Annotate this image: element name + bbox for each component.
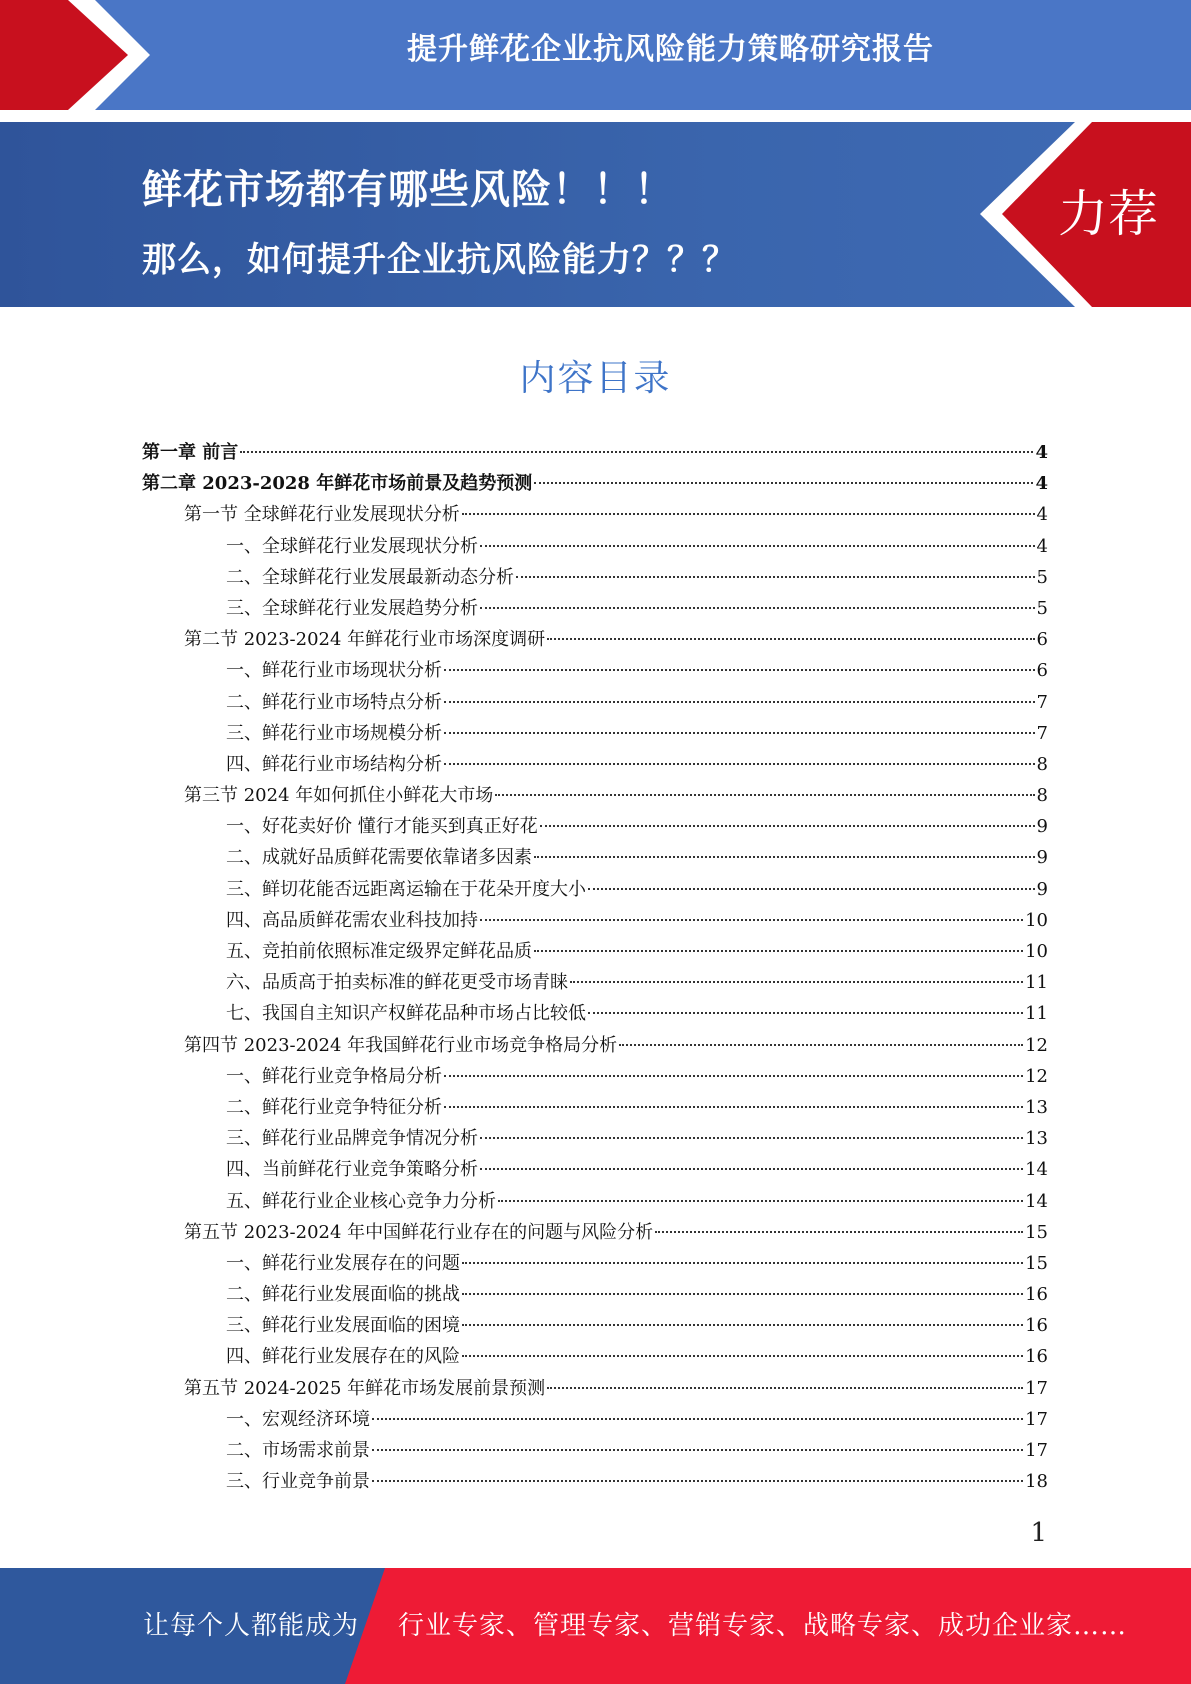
- toc-entry-page: 10: [1025, 941, 1048, 962]
- toc-entry[interactable]: [142, 1435, 1048, 1466]
- toc-entry-page: 6: [1036, 660, 1048, 682]
- toc-leader-dots: [372, 1480, 1023, 1482]
- toc-entry-label: 一、鲜花行业市场现状分析: [226, 660, 442, 682]
- toc-entry[interactable]: [142, 1248, 1048, 1279]
- toc-entry[interactable]: [142, 1466, 1048, 1497]
- toc-entry[interactable]: [142, 655, 1048, 686]
- toc-entry-label: 第二节 2023-2024 年鲜花行业市场深度调研: [184, 629, 546, 651]
- toc-leader-dots: [540, 825, 1035, 827]
- toc-entry-page: 17: [1025, 1408, 1048, 1430]
- top-banner: [0, 0, 1191, 110]
- toc-entry-label: 第一节 全球鲜花行业发展现状分析: [184, 504, 460, 526]
- toc-entry-label: 二、成就好品质鲜花需要依靠诸多因素: [226, 847, 532, 869]
- toc-entry-page: 5: [1036, 597, 1048, 619]
- toc-entry-label: 七、我国自主知识产权鲜花品种市场占比较低: [226, 1003, 586, 1025]
- toc-entry[interactable]: [142, 1030, 1048, 1061]
- toc-entry-page: 17: [1025, 1440, 1048, 1461]
- toc-entry-label: 三、鲜花行业品牌竞争情况分析: [226, 1128, 478, 1150]
- toc-entry-page: 16: [1025, 1315, 1048, 1337]
- toc-entry-page: 4: [1035, 442, 1048, 463]
- toc-entry[interactable]: [142, 562, 1048, 593]
- toc-entry-label: 第五节 2023-2024 年中国鲜花行业存在的问题与风险分析: [184, 1221, 654, 1243]
- toc-entry-label: 二、市场需求前景: [226, 1440, 370, 1461]
- toc-leader-dots: [480, 919, 1023, 921]
- toc-leader-dots: [444, 701, 1035, 703]
- toc-leader-dots: [547, 638, 1034, 640]
- toc-entry[interactable]: [142, 593, 1048, 624]
- toc-entry-page: 16: [1025, 1346, 1048, 1368]
- toc-leader-dots: [516, 576, 1035, 578]
- toc-entry-label: 五、竞拍前依照标准定级界定鲜花品质: [226, 941, 532, 962]
- toc-leader-dots: [534, 482, 1033, 484]
- report-title: 提升鲜花企业抗风险能力策略研究报告: [407, 32, 934, 67]
- toc-leader-dots: [588, 888, 1035, 890]
- toc-entry[interactable]: [142, 1279, 1048, 1310]
- toc-leader-dots: [547, 1387, 1023, 1389]
- toc-entry-page: 8: [1036, 785, 1048, 807]
- toc-leader-dots: [372, 1449, 1023, 1451]
- toc-leader-dots: [444, 669, 1035, 671]
- toc-entry[interactable]: [142, 468, 1048, 499]
- toc-leader-dots: [570, 981, 1023, 983]
- toc-entry-label: 第一章 前言: [142, 442, 239, 463]
- toc-entry-label: 三、行业竞争前景: [226, 1471, 370, 1493]
- toc-entry-label: 第五节 2024-2025 年鲜花市场发展前景预测: [184, 1377, 546, 1399]
- toc-entry-label: 二、鲜花行业发展面临的挑战: [226, 1284, 460, 1306]
- toc-leader-dots: [480, 1137, 1023, 1139]
- toc-leader-dots: [240, 451, 1033, 453]
- toc-leader-dots: [588, 1012, 1023, 1014]
- toc-entry-page: 9: [1036, 847, 1048, 869]
- toc-leader-dots: [619, 1044, 1023, 1046]
- toc-entry[interactable]: [142, 1186, 1048, 1217]
- toc-entry-page: 16: [1025, 1284, 1048, 1306]
- toc-entry-label: 四、鲜花行业市场结构分析: [226, 753, 442, 775]
- footer-slogan-left: 让每个人都能成为: [143, 1611, 360, 1641]
- toc-entry-label: 二、鲜花行业竞争特征分析: [226, 1096, 442, 1118]
- hero-subheadline: 那么，如何提升企业抗风险能力？？？: [142, 240, 737, 280]
- toc-entry[interactable]: [142, 1092, 1048, 1123]
- toc-leader-dots: [444, 1075, 1023, 1077]
- footer-slogan-right: 行业专家、管理专家、营销专家、战略专家、成功企业家……: [398, 1611, 1128, 1641]
- toc-leader-dots: [444, 732, 1035, 734]
- toc-leader-dots: [372, 1418, 1023, 1420]
- toc-title: 内容目录: [519, 358, 672, 399]
- page-number: 1: [1030, 1518, 1047, 1548]
- toc-entry[interactable]: [142, 842, 1048, 873]
- toc-entry[interactable]: [142, 749, 1048, 780]
- toc-entry-label: 三、鲜花行业市场规模分析: [226, 722, 442, 744]
- toc-entry-label: 一、鲜花行业发展存在的问题: [226, 1252, 460, 1274]
- toc-entry-page: 4: [1036, 504, 1048, 526]
- toc-entry[interactable]: [142, 905, 1048, 936]
- toc-entry-label: 二、鲜花行业市场特点分析: [226, 691, 442, 713]
- toc-entry-label: 二、全球鲜花行业发展最新动态分析: [226, 566, 514, 588]
- toc-entry-label: 三、鲜花行业发展面临的困境: [226, 1315, 460, 1337]
- toc-entry-page: 15: [1025, 1252, 1048, 1274]
- toc-entry-page: 4: [1036, 535, 1048, 557]
- toc-leader-dots: [444, 763, 1035, 765]
- toc-entry-label: 四、鲜花行业发展存在的风险: [226, 1346, 460, 1368]
- toc-leader-dots: [462, 513, 1035, 515]
- toc-entry-label: 五、鲜花行业企业核心竞争力分析: [226, 1190, 496, 1212]
- toc-entry-page: 15: [1025, 1221, 1048, 1243]
- toc-leader-dots: [462, 1355, 1023, 1357]
- toc-entry-label: 一、宏观经济环境: [226, 1408, 370, 1430]
- toc-entry-page: 14: [1025, 1190, 1048, 1212]
- toc-entry[interactable]: [142, 718, 1048, 749]
- toc-leader-dots: [480, 1168, 1023, 1170]
- toc-entry-label: 一、好花卖好价 懂行才能买到真正好花: [226, 816, 538, 838]
- toc-leader-dots: [498, 1200, 1023, 1202]
- toc-entry[interactable]: [142, 936, 1048, 967]
- toc-leader-dots: [480, 545, 1035, 547]
- toc-entry-page: 11: [1025, 972, 1048, 994]
- toc-entry[interactable]: [142, 780, 1048, 811]
- toc-entry-label: 四、高品质鲜花需农业科技加持: [226, 909, 478, 931]
- top-arrow-decoration: [0, 0, 150, 110]
- recommend-badge-text: 力荐: [1058, 185, 1158, 243]
- toc-entry[interactable]: [142, 967, 1048, 998]
- toc-entry[interactable]: [142, 531, 1048, 562]
- hero-banner: [0, 122, 1191, 307]
- toc-entry-label: 三、鲜切花能否远距离运输在于花朵开度大小: [226, 878, 586, 900]
- toc-entry-page: 18: [1025, 1471, 1048, 1493]
- toc-leader-dots: [462, 1324, 1023, 1326]
- toc-leader-dots: [444, 1106, 1023, 1108]
- toc-entry-page: 9: [1036, 816, 1048, 838]
- toc-entry-label: 第三节 2024 年如何抓住小鲜花大市场: [184, 785, 494, 807]
- toc-entry[interactable]: [142, 437, 1048, 468]
- toc-entry-page: 13: [1025, 1128, 1048, 1150]
- toc-entry-page: 4: [1035, 473, 1048, 495]
- toc-entry[interactable]: [142, 874, 1048, 905]
- toc-entry[interactable]: [142, 687, 1048, 718]
- toc-leader-dots: [534, 950, 1023, 952]
- toc-entry-page: 12: [1025, 1034, 1048, 1056]
- toc-entry-page: 5: [1036, 566, 1048, 588]
- toc-entry-page: 13: [1025, 1096, 1048, 1118]
- toc-entry[interactable]: [142, 998, 1048, 1029]
- toc-entry-label: 六、品质高于拍卖标准的鲜花更受市场青睐: [226, 972, 568, 994]
- toc-entry-label: 四、当前鲜花行业竞争策略分析: [226, 1159, 478, 1181]
- toc-entry[interactable]: [142, 1154, 1048, 1185]
- toc-entry-label: 三、全球鲜花行业发展趋势分析: [226, 597, 478, 619]
- toc-entry[interactable]: [142, 1341, 1048, 1372]
- toc-entry-label: 一、全球鲜花行业发展现状分析: [226, 535, 478, 557]
- toc-entry[interactable]: [142, 499, 1048, 530]
- toc-leader-dots: [462, 1293, 1023, 1295]
- toc-entry[interactable]: [142, 1404, 1048, 1435]
- toc-leader-dots: [462, 1262, 1023, 1264]
- toc-entry-page: 10: [1025, 909, 1048, 931]
- toc-entry[interactable]: [142, 624, 1048, 655]
- toc-entry-page: 12: [1025, 1065, 1048, 1087]
- table-of-contents: [142, 437, 1048, 1497]
- toc-entry[interactable]: [142, 1217, 1048, 1248]
- toc-entry-page: 8: [1036, 753, 1048, 775]
- toc-entry-page: 14: [1025, 1159, 1048, 1181]
- toc-entry-page: 17: [1025, 1377, 1048, 1399]
- toc-entry-page: 6: [1036, 629, 1048, 651]
- toc-entry-page: 11: [1025, 1003, 1048, 1025]
- toc-entry-label: 第二章 2023-2028 年鲜花市场前景及趋势预测: [142, 473, 533, 495]
- toc-leader-dots: [495, 794, 1034, 796]
- toc-leader-dots: [480, 607, 1035, 609]
- hero-headline: 鲜花市场都有哪些风险！！！: [142, 167, 675, 213]
- toc-entry[interactable]: [142, 1061, 1048, 1092]
- toc-entry-page: 7: [1036, 691, 1048, 713]
- footer-banner: [0, 1568, 1191, 1684]
- toc-leader-dots: [655, 1231, 1023, 1233]
- toc-leader-dots: [534, 856, 1035, 858]
- toc-entry-page: 7: [1036, 722, 1048, 744]
- toc-entry[interactable]: [142, 811, 1048, 842]
- toc-entry-page: 9: [1036, 878, 1048, 900]
- toc-entry-label: 第四节 2023-2024 年我国鲜花行业市场竞争格局分析: [184, 1034, 618, 1056]
- toc-entry-label: 一、鲜花行业竞争格局分析: [226, 1065, 442, 1087]
- toc-entry[interactable]: [142, 1123, 1048, 1154]
- toc-entry[interactable]: [142, 1373, 1048, 1404]
- toc-entry[interactable]: [142, 1310, 1048, 1341]
